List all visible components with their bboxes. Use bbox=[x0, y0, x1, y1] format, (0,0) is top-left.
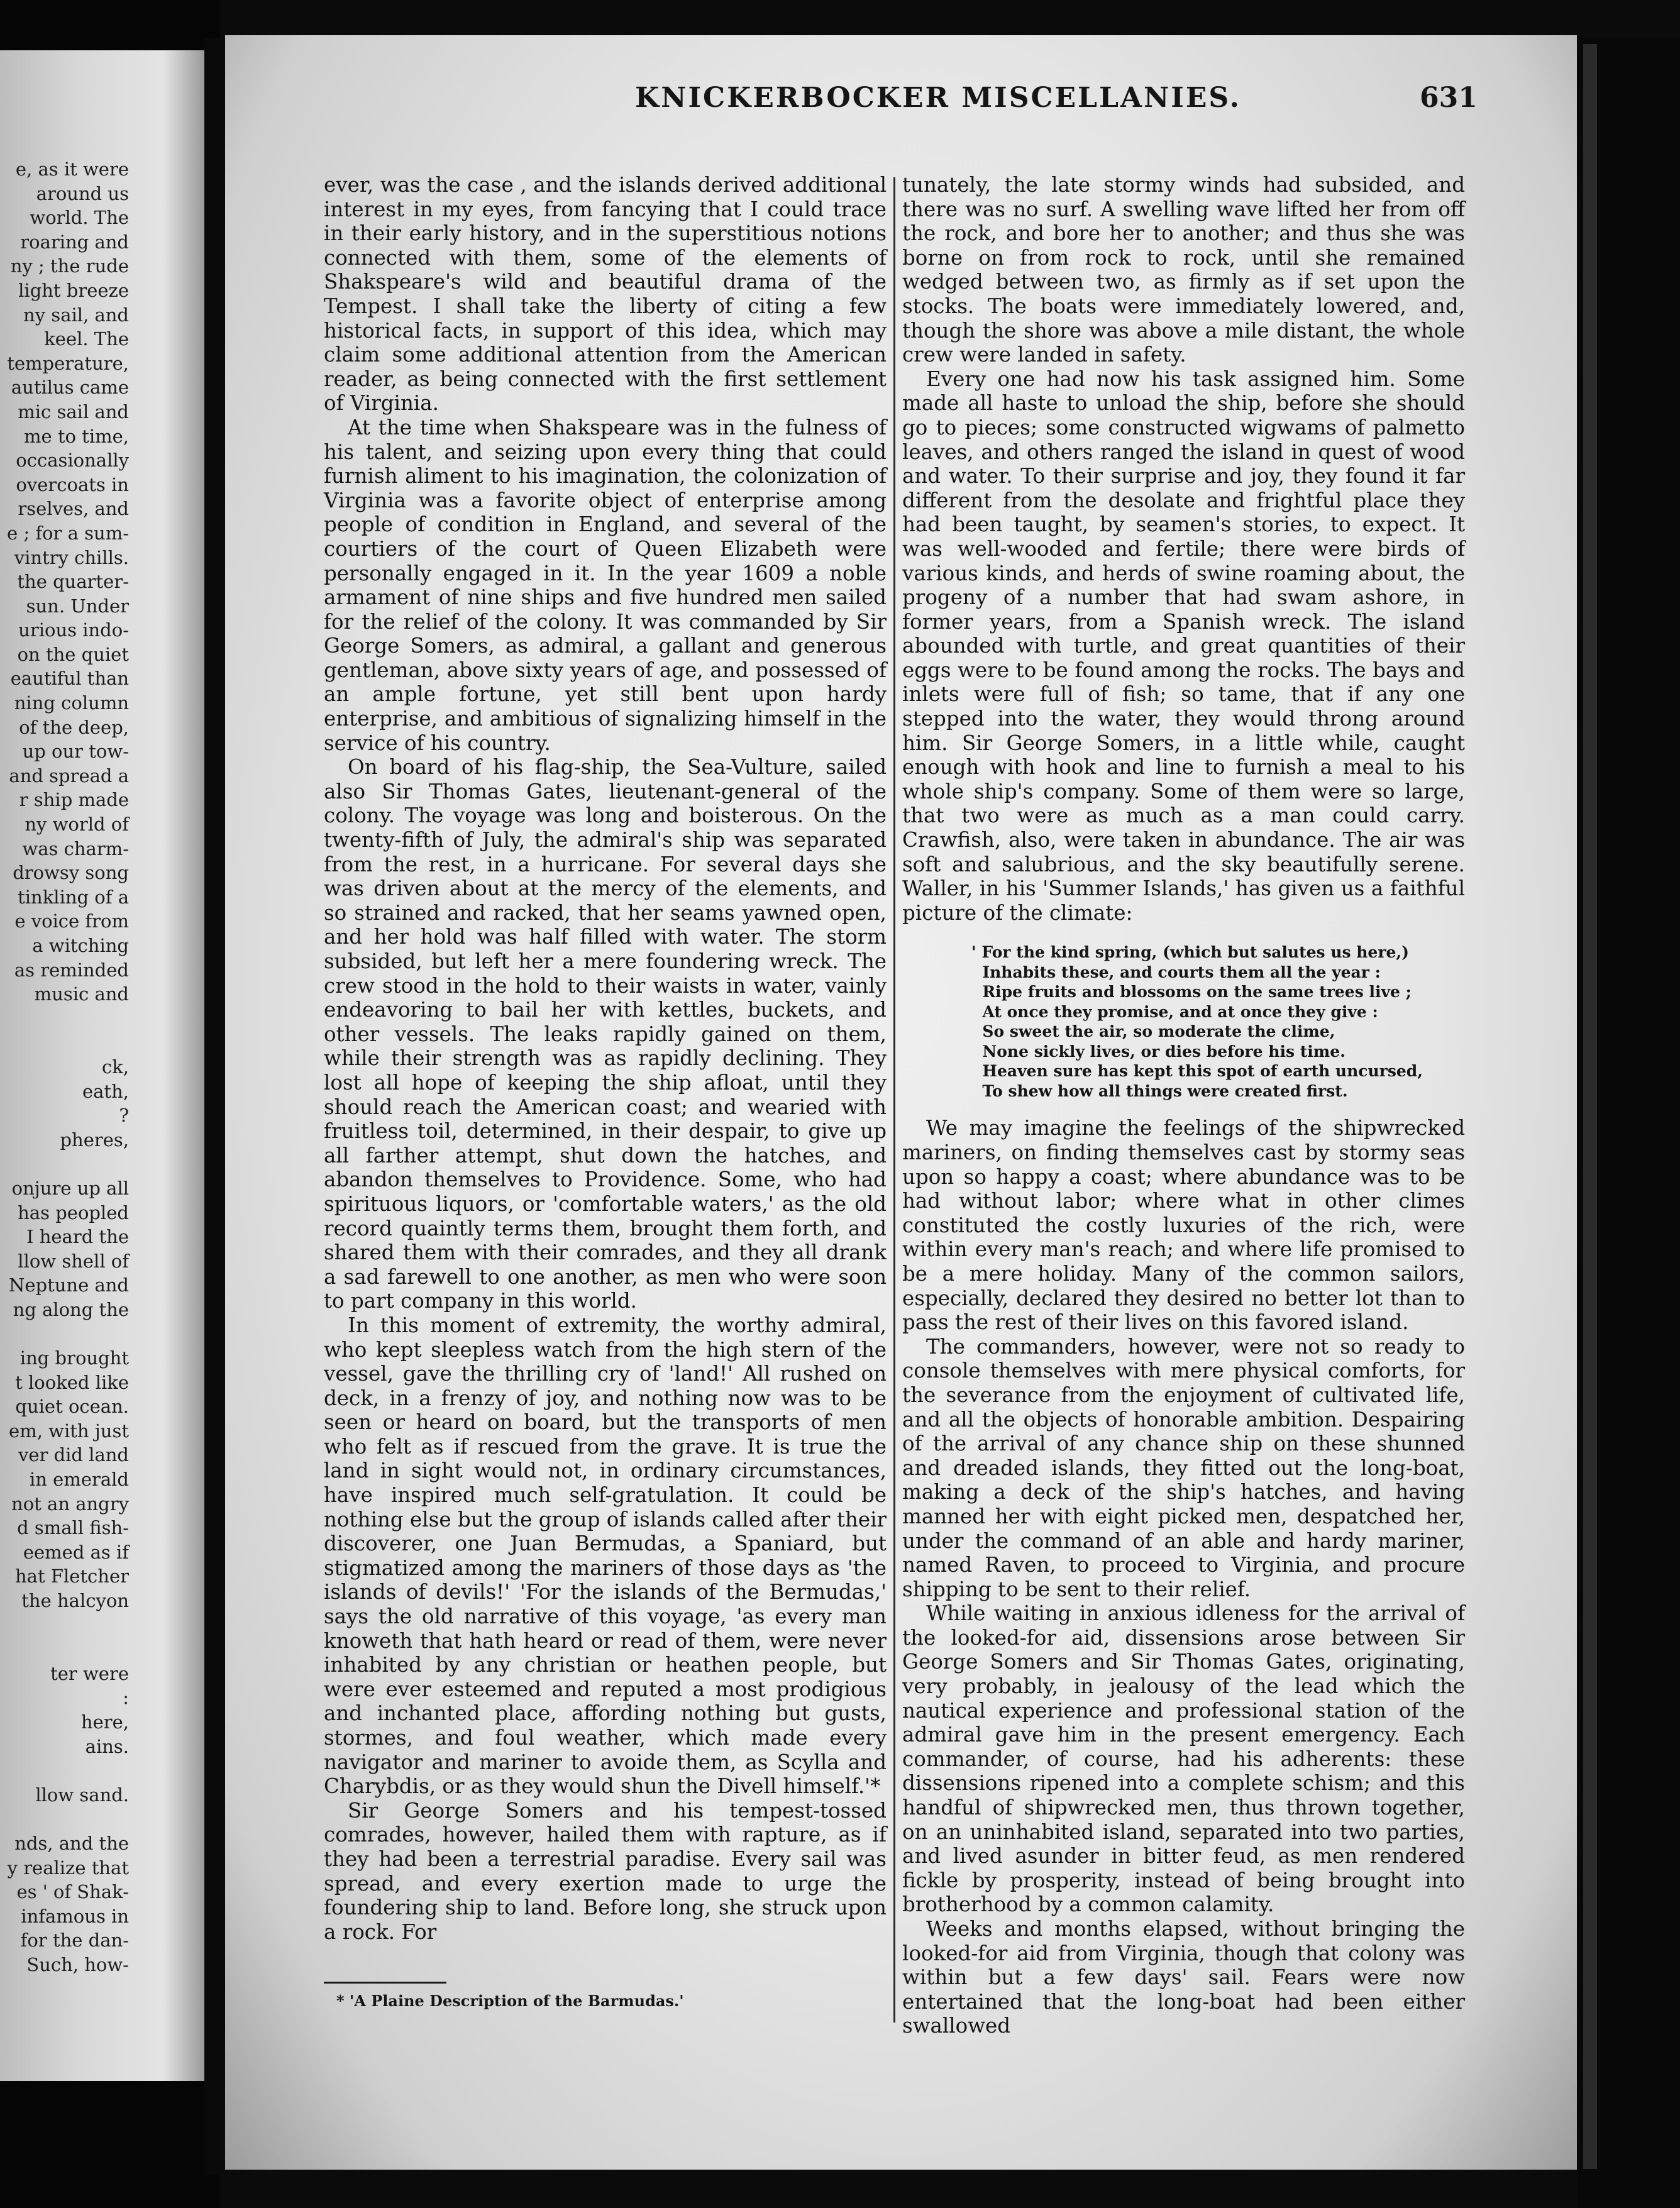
paragraph: We may imagine the feelings of the shipwrecked mariners, on finding themselves cast by stormy seas upon so happy a coast; where abundance was to be had without labor; where what in other climes constituted the costly luxuries of the rich, were within every man's reach; and where life promised to be a mere holiday. Many of the common sailors, especially, declared they desired no better lot than to pass the rest of their lives on this favored island. bbox=[902, 1116, 1465, 1335]
facing-page-line bbox=[0, 1322, 129, 1347]
facing-page-line: temperature, bbox=[7, 352, 129, 374]
column-divider bbox=[893, 177, 895, 2023]
facing-page-line: drowsy song bbox=[13, 862, 129, 884]
paragraph: At the time when Shakspeare was in the fulness of his talent, and seizing upon every thing that could furnish aliment to his imagination, the colonization of Virginia was a favorite object of enterprise among people of condition in England, and several of the courtiers of the court of Queen Elizabeth were personally engaged in it. In the year 1609 a noble armament of nine ships and five hundred men sailed for the relief of the colony. It was commanded by Sir George Somers, as admiral, a gallant and generous gentleman, above sixty years of age, and possessed of an ample fortune, yet still bent upon hardy enterprise, and ambitious of signalizing himself in the service of his country. bbox=[324, 415, 887, 755]
facing-page-line: around us bbox=[36, 182, 129, 204]
facing-page-line: roaring and bbox=[20, 231, 129, 253]
facing-page-line: sun. Under bbox=[26, 595, 129, 617]
facing-page-line: ng along the bbox=[13, 1298, 129, 1320]
facing-page-line: ning column bbox=[14, 692, 129, 714]
facing-page-line: onjure up all bbox=[11, 1177, 129, 1199]
facing-page-line: eautiful than bbox=[10, 668, 129, 690]
facing-page-line: of the deep, bbox=[19, 716, 129, 738]
facing-page-line bbox=[0, 1637, 129, 1662]
facing-page-line: keel. The bbox=[44, 328, 129, 350]
facing-page-line: and spread a bbox=[9, 765, 129, 787]
poem-line: Inhabits these, and courts them all the year : bbox=[971, 963, 1381, 981]
facing-page-line: eath, bbox=[82, 1080, 129, 1102]
facing-page-line: in emerald bbox=[30, 1469, 129, 1491]
facing-page-line: has peopled bbox=[18, 1201, 129, 1223]
facing-page-line: light breeze bbox=[18, 279, 129, 301]
facing-page-line: as reminded bbox=[14, 959, 129, 981]
facing-page-line: urious indo- bbox=[18, 619, 129, 641]
facing-page-line: ck, bbox=[101, 1056, 129, 1078]
paragraph: On board of his flag-ship, the Sea-Vulture, sailed also Sir Thomas Gates, lieutenant-general of the colony. The voyage was long and boisterous. On the twenty-fifth of July, the admiral's ship was separated from the rest, in a hurricane. For several days she was driven about at the mercy of the elements, and so strained and racked, that her seams yawned open, and her hold was half filled with water. The storm subsided, but left her a mere foundering wreck. The crew stood in the hold to their waists in water, vainly endeavoring to bail her with kettles, buckets, and other vessels. The leaks rapidly gained on them, while their strength was as rapidly declining. They lost all hope of keeping the ship afloat, until they should reach the American coast; and wearied with fruitless toil, determined, in their despair, to give up all farther attempt, shut down the hatches, and abandon themselves to Providence. Some, who had spirituous liquors, or 'comfortable waters,' as the old record quaintly terms them, brought them forth, and shared them with their comrades, and they all drank a sad farewell to one another, as men who were soon to part company in this world. bbox=[324, 755, 887, 1313]
facing-page-line: ny ; the rude bbox=[10, 255, 129, 277]
facing-page-line: vintry chills. bbox=[14, 546, 129, 568]
facing-page-line: world. The bbox=[30, 207, 129, 229]
poem-line: None sickly lives, or dies before his time. bbox=[971, 1042, 1346, 1061]
page-edge-strip bbox=[1583, 44, 1597, 2169]
facing-page-line: hat Fletcher bbox=[15, 1565, 129, 1587]
facing-page-line: t looked like bbox=[15, 1371, 129, 1393]
facing-page-line: : bbox=[123, 1687, 129, 1709]
facing-page-line: on the quiet bbox=[17, 643, 129, 665]
facing-page-line: e voice from bbox=[14, 910, 129, 932]
facing-page-line bbox=[0, 1007, 129, 1031]
facing-page-line: overcoats in bbox=[16, 473, 129, 495]
facing-page-line: for the dan- bbox=[20, 1929, 129, 1951]
facing-page-line: eemed as if bbox=[23, 1541, 129, 1563]
facing-page-line bbox=[0, 1758, 129, 1783]
facing-page-line: em, with just bbox=[9, 1420, 129, 1442]
footnote-rule bbox=[324, 1982, 446, 1984]
facing-page-line: ains. bbox=[85, 1735, 129, 1757]
facing-page-line: nds, and the bbox=[14, 1832, 129, 1854]
facing-page-line: infamous in bbox=[21, 1905, 129, 1927]
page-number: 631 bbox=[1420, 82, 1478, 114]
paragraph: Weeks and months elapsed, without bringing the looked-for aid from Virginia, though that colony was within but a few days' sail. Fears were now entertained that the long-boat had been either swallowed bbox=[902, 1917, 1465, 2038]
facing-page-line: music and bbox=[34, 983, 129, 1005]
facing-page-line: I heard the bbox=[26, 1226, 129, 1248]
facing-page-line: mic sail and bbox=[18, 400, 129, 422]
facing-page-line: the quarter- bbox=[17, 571, 129, 593]
facing-page-line: pheres, bbox=[60, 1129, 129, 1151]
facing-page-text-fragments bbox=[0, 157, 129, 1977]
facing-page-line: was charm- bbox=[22, 837, 129, 859]
paragraph: The commanders, however, were not so ready to console themselves with mere physical comforts, for the severance from the enjoyment of cultivated life, and all the objects of honorable ambition. Despairing of the arrival of any chance ship on these shunned and dreaded islands, they fitted out the long-boat, making a deck of the ship's hatches, and having manned her with eight picked men, despatched her, under the command of an able and hardy mariner, named Raven, to proceed to Virginia, and procure shipping to be sent to their relief. bbox=[902, 1334, 1465, 1601]
right-text-column bbox=[902, 173, 1465, 2038]
facing-page-line: d small fish- bbox=[17, 1517, 129, 1539]
paragraph: While waiting in anxious idleness for the arrival of the looked-for aid, dissensions arose between Sir George Somers and Sir Thomas Gates, originating, very probably, in jealousy of the lead which the nautical experience and professional station of the admiral gave him in the present emergency. Each commander, of course, had his adherents: these dissensions ripened into a complete schism; and this handful of shipwrecked men, thus thrown together, on an uninhabited island, separated into two parties, and lived asunder in bitter feud, as men rendered fickle by prosperity, instead of being brought into brotherhood by a common calamity. bbox=[902, 1601, 1465, 1917]
paragraph: tunately, the late stormy winds had subsided, and there was no surf. A swelling wave lifted her from off the rock, and bore her to another; and thus she was borne on from rock to rock, until she remained wedged between two, as firmly as if set upon the stocks. The boats were immediately lowered, and, though the shore was above a mile distant, the whole crew were landed in safety. bbox=[902, 173, 1465, 367]
poem-line: At once they promise, and at once they give : bbox=[971, 1002, 1378, 1021]
facing-page-line: ver did land bbox=[18, 1444, 129, 1466]
left-text-column bbox=[324, 173, 887, 1944]
facing-page-line bbox=[0, 1152, 129, 1176]
facing-page-line: ny sail, and bbox=[23, 304, 129, 326]
poem-line: So sweet the air, so moderate the clime, bbox=[971, 1022, 1335, 1041]
facing-page-line: quiet ocean. bbox=[15, 1396, 129, 1418]
facing-page-line: here, bbox=[80, 1711, 129, 1733]
facing-page-line: me to time, bbox=[23, 425, 129, 447]
poem-line: Heaven sure has kept this spot of earth uncursed, bbox=[971, 1062, 1423, 1081]
facing-page-line: up our tow- bbox=[22, 741, 129, 763]
poem-quotation bbox=[971, 942, 1465, 1101]
facing-page-line bbox=[0, 1030, 129, 1055]
facing-page-line bbox=[0, 1807, 129, 1831]
facing-page-line: Such, how- bbox=[26, 1953, 129, 1975]
facing-page-line: tinkling of a bbox=[18, 886, 129, 908]
facing-page-line: ing brought bbox=[19, 1347, 129, 1369]
facing-page-line: llow shell of bbox=[18, 1250, 129, 1272]
facing-page-line: ? bbox=[119, 1105, 129, 1127]
running-header: KNICKERBOCKER MISCELLANIES. bbox=[635, 82, 1241, 114]
paragraph: Every one had now his task assigned him. Some made all haste to unload the ship, before she should go to pieces; some constructed wigwams of palmetto leaves, and others ranged the island in quest of wood and water. To their surprise and joy, they found it far different from the desolate and frightful place they had been taught, by seamen's stories, to expect. It was well-wooded and fertile; there were birds of various kinds, and herds of swine roaming about, the progeny of a number that had swam ashore, in former years, from a Spanish wreck. The island abounded with turtle, and great quantities of their eggs were to be found among the rocks. The bays and inlets were full of fish; so tame, that if any one stepped into the water, they would throng around him. Sir George Somers, in a little while, caught enough with hook and line to furnish a meal to his whole ship's company. Some of them were so large, that two were as much as a man could carry. Crawfish, also, were taken in abundance. The air was soft and salubrious, and the sky beautifully serene. Waller, in his 'Summer Islands,' has given us a faithful picture of the climate: bbox=[902, 367, 1465, 925]
facing-page-line: e, as it were bbox=[15, 158, 129, 180]
facing-page-line: occasionally bbox=[16, 450, 129, 472]
facing-page-line: not an angry bbox=[11, 1493, 129, 1515]
facing-page-line: autilus came bbox=[11, 377, 129, 399]
poem-line: ' For the kind spring, (which but salutes us here,) bbox=[971, 943, 1409, 962]
book-gutter bbox=[204, 38, 226, 2175]
facing-page-line: a witching bbox=[32, 935, 129, 956]
paragraph: ever, was the case , and the islands derived additional interest in my eyes, from fancying that I could trace in their early history, and in the superstitious notions connected with them, some of the elements of Shakspeare's wild and beautiful drama of the Tempest. I shall take the liberty of citing a few historical facts, in support of this idea, which may claim some additional attention from the American reader, as being connected with the first settlement of Virginia. bbox=[324, 173, 887, 416]
facing-page-line: Neptune and bbox=[8, 1274, 129, 1296]
facing-page-line: ny world of bbox=[25, 814, 129, 836]
facing-page-line: r ship made bbox=[19, 789, 129, 811]
paragraph: In this moment of extremity, the worthy admiral, who kept sleepless watch from the high stern of the vessel, gave the thrilling cry of 'land!' All rushed on deck, in a frenzy of joy, and nothing now was to be seen or heard on board, but the transports of men who felt as if rescued from the grave. It is true the land in sight would not, in ordinary circumstances, have inspired much self-gratulation. It could be nothing else but the group of islands called after their discoverer, one Juan Bermudas, a Spaniard, but stigmatized among the mariners of those days as 'the islands of devils!' 'For the islands of the Bermudas,' says the old narrative of this voyage, 'as every man knoweth that hath heard or read of them, were never inhabited by any christian or heathen people, but were ever esteemed and reputed a most prodigious and inchanted place, affording nothing but gusts, stormes, and foul weather, which made every navigator and mariner to avoide them, as Scylla and Charybdis, or as they would shun the Divell himself.'* bbox=[324, 1313, 887, 1799]
facing-page-line: the halcyon bbox=[21, 1590, 129, 1612]
facing-page-line: es ' of Shak- bbox=[16, 1881, 129, 1903]
poem-line: Ripe fruits and blossoms on the same trees live ; bbox=[971, 983, 1412, 1002]
paragraph: Sir George Somers and his tempest-tossed comrades, however, hailed them with rapture, as if they had been a terrestrial paradise. Every sail was spread, and every exertion made to urge the foundering ship to land. Before long, she struck upon a rock. For bbox=[324, 1798, 887, 1944]
facing-page-line bbox=[0, 1613, 129, 1638]
facing-page-line: e ; for a sum- bbox=[6, 522, 129, 544]
poem-line: To shew how all things were created first. bbox=[971, 1081, 1348, 1100]
facing-page-line: llow sand. bbox=[35, 1784, 129, 1806]
facing-page-edge bbox=[0, 50, 204, 2081]
facing-page-line: y realize that bbox=[7, 1857, 129, 1879]
footnote: * 'A Plaine Description of the Barmudas.' bbox=[336, 1992, 684, 2010]
facing-page-line: ter were bbox=[50, 1662, 129, 1684]
facing-page-line: rselves, and bbox=[18, 498, 129, 520]
